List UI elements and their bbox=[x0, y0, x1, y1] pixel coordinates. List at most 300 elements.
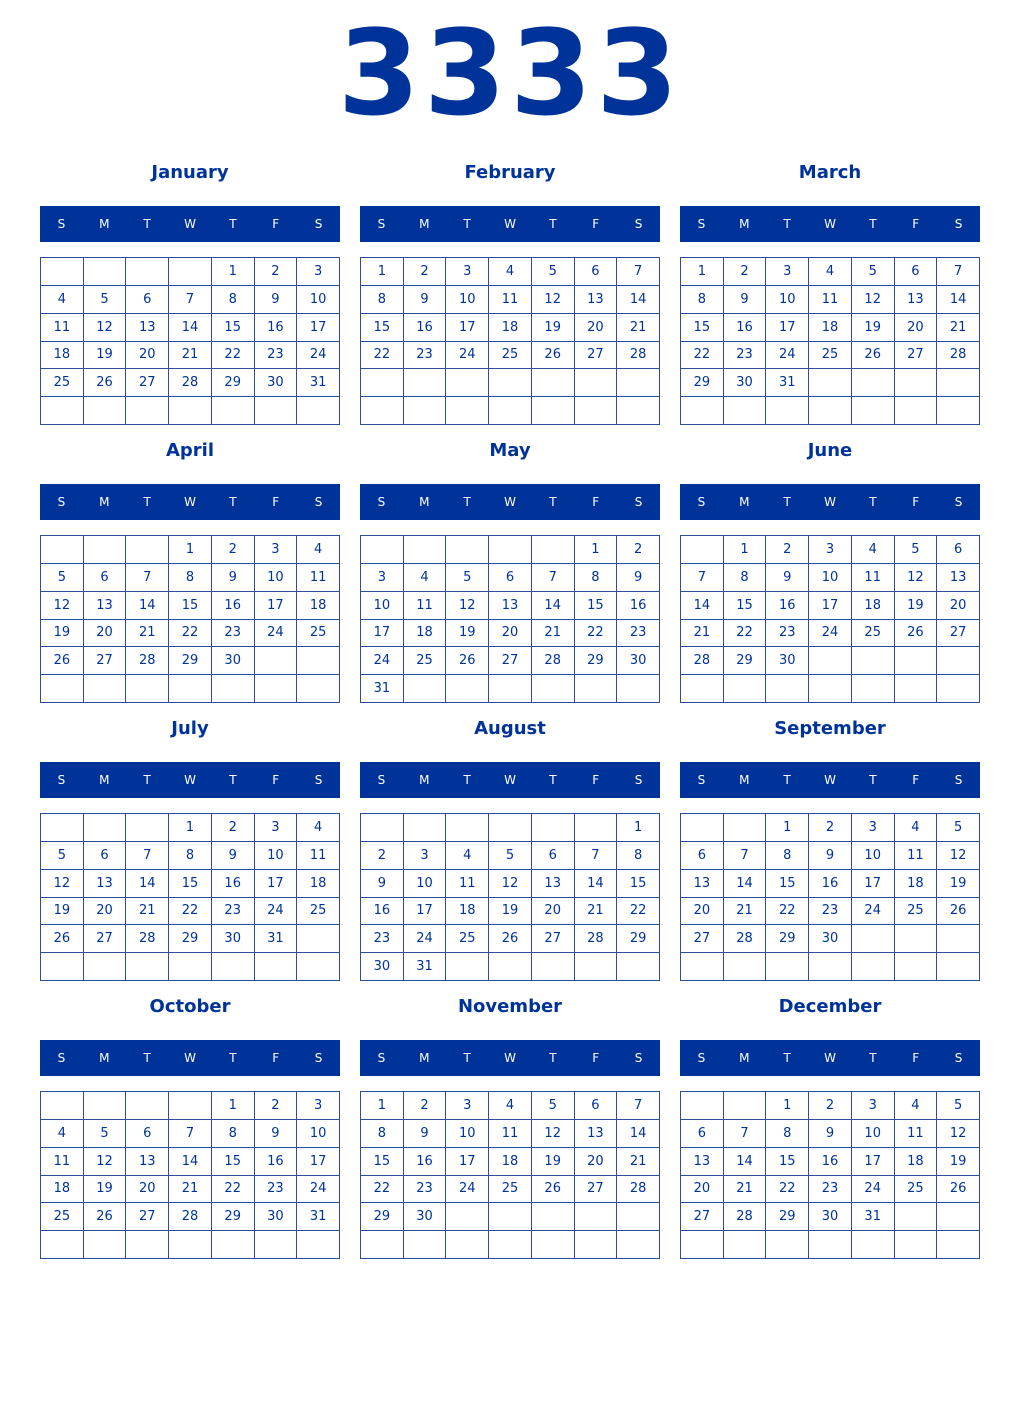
weekday-label: T bbox=[463, 217, 471, 231]
day-cell: 28 bbox=[169, 1203, 212, 1231]
day-cell: 29 bbox=[724, 647, 767, 675]
day-cell: 1 bbox=[212, 1092, 255, 1120]
day-cell: 15 bbox=[361, 1148, 404, 1176]
day-cell: 26 bbox=[41, 647, 84, 675]
day-cell: 13 bbox=[895, 286, 938, 314]
empty-cell bbox=[489, 369, 532, 397]
day-cell: 19 bbox=[532, 1148, 575, 1176]
day-cell: 20 bbox=[681, 1176, 724, 1204]
day-cell: 21 bbox=[617, 1148, 660, 1176]
day-cell: 6 bbox=[532, 842, 575, 870]
weekday-label: S bbox=[954, 773, 963, 787]
day-cell: 23 bbox=[809, 898, 852, 926]
empty-cell bbox=[809, 397, 852, 425]
day-cell: 11 bbox=[41, 314, 84, 342]
empty-cell bbox=[404, 369, 447, 397]
empty-cell bbox=[297, 397, 340, 425]
day-cell: 28 bbox=[724, 1203, 767, 1231]
empty-cell bbox=[126, 1231, 169, 1259]
day-cell: 10 bbox=[255, 564, 298, 592]
empty-cell bbox=[575, 397, 618, 425]
day-cell: 12 bbox=[489, 870, 532, 898]
day-cell: 27 bbox=[681, 1203, 724, 1231]
day-cell: 24 bbox=[766, 342, 809, 370]
weekday-label: S bbox=[954, 217, 963, 231]
empty-cell bbox=[937, 925, 980, 953]
empty-cell bbox=[681, 953, 724, 981]
day-cell: 25 bbox=[489, 342, 532, 370]
day-cell: 16 bbox=[809, 1148, 852, 1176]
month-title: January bbox=[151, 162, 229, 183]
day-cell: 26 bbox=[489, 925, 532, 953]
empty-cell bbox=[489, 1203, 532, 1231]
empty-cell bbox=[297, 925, 340, 953]
day-cell: 22 bbox=[766, 898, 809, 926]
day-cell: 22 bbox=[361, 342, 404, 370]
weekday-label: F bbox=[272, 1051, 280, 1065]
empty-cell bbox=[937, 647, 980, 675]
empty-cell bbox=[937, 1231, 980, 1259]
day-cell: 27 bbox=[532, 925, 575, 953]
weekday-label: W bbox=[504, 495, 516, 509]
day-cell: 3 bbox=[446, 1092, 489, 1120]
day-cell: 22 bbox=[212, 342, 255, 370]
day-cell: 11 bbox=[297, 842, 340, 870]
empty-cell bbox=[41, 397, 84, 425]
empty-cell bbox=[361, 369, 404, 397]
empty-cell bbox=[724, 953, 767, 981]
day-cell: 28 bbox=[532, 647, 575, 675]
weekday-label: T bbox=[869, 217, 877, 231]
day-cell: 26 bbox=[532, 342, 575, 370]
empty-cell bbox=[446, 369, 489, 397]
weekday-label: T bbox=[869, 495, 877, 509]
day-cell: 30 bbox=[255, 369, 298, 397]
weekday-label: S bbox=[57, 773, 66, 787]
weekday-label: W bbox=[184, 1051, 196, 1065]
day-cell: 13 bbox=[126, 1148, 169, 1176]
day-cell: 11 bbox=[297, 564, 340, 592]
day-cell: 5 bbox=[895, 536, 938, 564]
empty-cell bbox=[489, 814, 532, 842]
weekday-label: M bbox=[419, 1051, 430, 1065]
day-cell: 16 bbox=[255, 314, 298, 342]
empty-cell bbox=[766, 397, 809, 425]
empty-cell bbox=[809, 369, 852, 397]
weekday-label: S bbox=[634, 495, 643, 509]
day-cell: 8 bbox=[169, 842, 212, 870]
day-cell: 9 bbox=[766, 564, 809, 592]
day-cell: 10 bbox=[297, 286, 340, 314]
empty-cell bbox=[895, 1203, 938, 1231]
day-cell: 9 bbox=[809, 1120, 852, 1148]
day-cell: 1 bbox=[681, 258, 724, 286]
weekday-header bbox=[360, 484, 660, 520]
empty-cell bbox=[895, 953, 938, 981]
weekday-label: M bbox=[99, 217, 110, 231]
day-cell: 6 bbox=[681, 1120, 724, 1148]
day-cell: 30 bbox=[255, 1203, 298, 1231]
month-title: September bbox=[774, 718, 886, 739]
day-cell: 10 bbox=[766, 286, 809, 314]
day-cell: 18 bbox=[489, 314, 532, 342]
empty-cell bbox=[489, 397, 532, 425]
day-cell: 8 bbox=[212, 1120, 255, 1148]
empty-cell bbox=[41, 1092, 84, 1120]
day-cell: 4 bbox=[895, 1092, 938, 1120]
day-cell: 23 bbox=[212, 620, 255, 648]
day-cell: 23 bbox=[361, 925, 404, 953]
day-cell: 8 bbox=[724, 564, 767, 592]
empty-cell bbox=[446, 536, 489, 564]
day-grid bbox=[360, 813, 660, 981]
day-cell: 7 bbox=[724, 1120, 767, 1148]
day-cell: 31 bbox=[297, 1203, 340, 1231]
day-cell: 27 bbox=[84, 647, 127, 675]
empty-cell bbox=[126, 1092, 169, 1120]
day-cell: 3 bbox=[766, 258, 809, 286]
weekday-label: M bbox=[419, 773, 430, 787]
day-cell: 2 bbox=[361, 842, 404, 870]
day-cell: 7 bbox=[532, 564, 575, 592]
day-cell: 14 bbox=[169, 1148, 212, 1176]
weekday-label: T bbox=[463, 1051, 471, 1065]
day-cell: 28 bbox=[126, 925, 169, 953]
empty-cell bbox=[489, 1231, 532, 1259]
day-cell: 5 bbox=[446, 564, 489, 592]
day-cell: 30 bbox=[809, 1203, 852, 1231]
empty-cell bbox=[895, 925, 938, 953]
weekday-label: F bbox=[272, 773, 280, 787]
weekday-header bbox=[680, 762, 980, 798]
empty-cell bbox=[617, 369, 660, 397]
empty-cell bbox=[404, 536, 447, 564]
day-cell: 25 bbox=[809, 342, 852, 370]
day-cell: 12 bbox=[937, 1120, 980, 1148]
day-cell: 1 bbox=[724, 536, 767, 564]
day-cell: 19 bbox=[937, 870, 980, 898]
weekday-label: S bbox=[634, 217, 643, 231]
day-cell: 23 bbox=[766, 620, 809, 648]
empty-cell bbox=[255, 675, 298, 703]
day-cell: 21 bbox=[575, 898, 618, 926]
weekday-label: M bbox=[99, 1051, 110, 1065]
day-cell: 19 bbox=[937, 1148, 980, 1176]
day-cell: 20 bbox=[575, 1148, 618, 1176]
day-cell: 3 bbox=[852, 814, 895, 842]
day-cell: 17 bbox=[766, 314, 809, 342]
weekday-label: F bbox=[912, 495, 920, 509]
day-cell: 9 bbox=[255, 1120, 298, 1148]
day-cell: 5 bbox=[532, 258, 575, 286]
day-cell: 21 bbox=[169, 342, 212, 370]
day-cell: 6 bbox=[895, 258, 938, 286]
empty-cell bbox=[895, 397, 938, 425]
day-cell: 22 bbox=[617, 898, 660, 926]
weekday-label: T bbox=[463, 773, 471, 787]
day-cell: 10 bbox=[446, 286, 489, 314]
empty-cell bbox=[446, 1231, 489, 1259]
day-cell: 28 bbox=[617, 1176, 660, 1204]
day-cell: 26 bbox=[532, 1176, 575, 1204]
empty-cell bbox=[297, 647, 340, 675]
day-cell: 29 bbox=[681, 369, 724, 397]
day-grid bbox=[40, 257, 340, 425]
day-cell: 9 bbox=[404, 1120, 447, 1148]
empty-cell bbox=[575, 675, 618, 703]
weekday-label: T bbox=[229, 495, 237, 509]
day-cell: 30 bbox=[766, 647, 809, 675]
day-cell: 21 bbox=[126, 620, 169, 648]
day-cell: 14 bbox=[617, 286, 660, 314]
empty-cell bbox=[361, 1231, 404, 1259]
day-cell: 24 bbox=[255, 620, 298, 648]
day-cell: 19 bbox=[446, 620, 489, 648]
day-cell: 22 bbox=[724, 620, 767, 648]
day-cell: 15 bbox=[169, 592, 212, 620]
day-cell: 5 bbox=[852, 258, 895, 286]
empty-cell bbox=[617, 675, 660, 703]
day-cell: 17 bbox=[361, 620, 404, 648]
day-cell: 6 bbox=[84, 564, 127, 592]
day-cell: 12 bbox=[84, 1148, 127, 1176]
day-cell: 24 bbox=[361, 647, 404, 675]
day-cell: 28 bbox=[169, 369, 212, 397]
day-cell: 4 bbox=[489, 1092, 532, 1120]
weekday-label: F bbox=[592, 773, 600, 787]
day-cell: 3 bbox=[361, 564, 404, 592]
empty-cell bbox=[297, 675, 340, 703]
day-cell: 9 bbox=[724, 286, 767, 314]
day-cell: 13 bbox=[126, 314, 169, 342]
empty-cell bbox=[724, 397, 767, 425]
weekday-label: S bbox=[697, 773, 706, 787]
day-cell: 31 bbox=[766, 369, 809, 397]
day-cell: 15 bbox=[766, 870, 809, 898]
day-cell: 15 bbox=[681, 314, 724, 342]
day-cell: 16 bbox=[809, 870, 852, 898]
empty-cell bbox=[895, 675, 938, 703]
day-cell: 8 bbox=[681, 286, 724, 314]
day-cell: 5 bbox=[532, 1092, 575, 1120]
weekday-label: T bbox=[463, 495, 471, 509]
day-cell: 8 bbox=[766, 1120, 809, 1148]
day-cell: 14 bbox=[681, 592, 724, 620]
day-grid bbox=[680, 813, 980, 981]
day-cell: 27 bbox=[575, 1176, 618, 1204]
day-cell: 10 bbox=[404, 870, 447, 898]
day-cell: 16 bbox=[766, 592, 809, 620]
day-cell: 21 bbox=[724, 1176, 767, 1204]
day-cell: 7 bbox=[724, 842, 767, 870]
weekday-label: F bbox=[912, 217, 920, 231]
day-cell: 20 bbox=[575, 314, 618, 342]
day-cell: 18 bbox=[809, 314, 852, 342]
day-cell: 13 bbox=[575, 1120, 618, 1148]
day-cell: 11 bbox=[446, 870, 489, 898]
day-cell: 22 bbox=[575, 620, 618, 648]
empty-cell bbox=[255, 397, 298, 425]
day-cell: 17 bbox=[852, 1148, 895, 1176]
empty-cell bbox=[724, 1092, 767, 1120]
day-cell: 17 bbox=[809, 592, 852, 620]
weekday-label: M bbox=[739, 495, 750, 509]
day-cell: 1 bbox=[169, 814, 212, 842]
day-cell: 15 bbox=[575, 592, 618, 620]
empty-cell bbox=[895, 369, 938, 397]
day-cell: 20 bbox=[84, 620, 127, 648]
weekday-label: F bbox=[592, 495, 600, 509]
day-cell: 8 bbox=[766, 842, 809, 870]
day-cell: 22 bbox=[169, 620, 212, 648]
day-cell: 27 bbox=[575, 342, 618, 370]
day-cell: 7 bbox=[169, 286, 212, 314]
day-cell: 11 bbox=[852, 564, 895, 592]
empty-cell bbox=[852, 925, 895, 953]
day-cell: 2 bbox=[212, 814, 255, 842]
day-cell: 4 bbox=[895, 814, 938, 842]
weekday-label: T bbox=[229, 1051, 237, 1065]
day-cell: 7 bbox=[126, 842, 169, 870]
empty-cell bbox=[724, 1231, 767, 1259]
empty-cell bbox=[681, 675, 724, 703]
weekday-label: S bbox=[634, 773, 643, 787]
day-cell: 25 bbox=[446, 925, 489, 953]
empty-cell bbox=[126, 397, 169, 425]
weekday-header bbox=[360, 1040, 660, 1076]
weekday-label: M bbox=[739, 1051, 750, 1065]
day-cell: 26 bbox=[84, 1203, 127, 1231]
weekday-label: S bbox=[57, 1051, 66, 1065]
day-cell: 29 bbox=[575, 647, 618, 675]
weekday-header bbox=[40, 762, 340, 798]
empty-cell bbox=[255, 1231, 298, 1259]
day-cell: 6 bbox=[126, 286, 169, 314]
day-cell: 6 bbox=[937, 536, 980, 564]
day-cell: 6 bbox=[84, 842, 127, 870]
day-grid bbox=[680, 257, 980, 425]
day-cell: 1 bbox=[361, 258, 404, 286]
empty-cell bbox=[126, 258, 169, 286]
day-grid bbox=[680, 1091, 980, 1259]
day-cell: 7 bbox=[575, 842, 618, 870]
weekday-label: F bbox=[592, 1051, 600, 1065]
month-title: April bbox=[165, 440, 215, 461]
empty-cell bbox=[212, 953, 255, 981]
day-cell: 1 bbox=[212, 258, 255, 286]
day-grid bbox=[360, 535, 660, 703]
weekday-label: S bbox=[57, 217, 66, 231]
day-cell: 29 bbox=[212, 369, 255, 397]
day-cell: 1 bbox=[617, 814, 660, 842]
empty-cell bbox=[489, 536, 532, 564]
empty-cell bbox=[297, 1231, 340, 1259]
day-cell: 7 bbox=[617, 1092, 660, 1120]
day-cell: 24 bbox=[809, 620, 852, 648]
weekday-header bbox=[40, 206, 340, 242]
empty-cell bbox=[361, 536, 404, 564]
empty-cell bbox=[41, 675, 84, 703]
day-cell: 26 bbox=[852, 342, 895, 370]
day-cell: 24 bbox=[404, 925, 447, 953]
empty-cell bbox=[84, 814, 127, 842]
empty-cell bbox=[681, 397, 724, 425]
day-cell: 5 bbox=[489, 842, 532, 870]
empty-cell bbox=[41, 1231, 84, 1259]
day-cell: 28 bbox=[617, 342, 660, 370]
day-cell: 19 bbox=[41, 898, 84, 926]
day-cell: 13 bbox=[489, 592, 532, 620]
day-cell: 14 bbox=[937, 286, 980, 314]
weekday-label: T bbox=[229, 217, 237, 231]
empty-cell bbox=[255, 953, 298, 981]
weekday-label: W bbox=[824, 495, 836, 509]
day-cell: 20 bbox=[126, 1176, 169, 1204]
empty-cell bbox=[617, 1231, 660, 1259]
day-cell: 2 bbox=[255, 1092, 298, 1120]
empty-cell bbox=[169, 1092, 212, 1120]
day-cell: 27 bbox=[895, 342, 938, 370]
empty-cell bbox=[41, 536, 84, 564]
month-title: December bbox=[778, 996, 882, 1017]
empty-cell bbox=[852, 675, 895, 703]
empty-cell bbox=[532, 1231, 575, 1259]
month-title: February bbox=[464, 162, 556, 183]
day-cell: 16 bbox=[617, 592, 660, 620]
day-cell: 29 bbox=[212, 1203, 255, 1231]
empty-cell bbox=[126, 953, 169, 981]
day-cell: 15 bbox=[617, 870, 660, 898]
day-cell: 7 bbox=[681, 564, 724, 592]
day-cell: 2 bbox=[724, 258, 767, 286]
day-cell: 6 bbox=[681, 842, 724, 870]
day-cell: 4 bbox=[297, 814, 340, 842]
day-cell: 12 bbox=[41, 870, 84, 898]
day-cell: 14 bbox=[724, 1148, 767, 1176]
day-cell: 25 bbox=[895, 1176, 938, 1204]
day-cell: 15 bbox=[212, 1148, 255, 1176]
day-cell: 28 bbox=[681, 647, 724, 675]
weekday-label: S bbox=[314, 773, 323, 787]
day-cell: 22 bbox=[766, 1176, 809, 1204]
empty-cell bbox=[766, 675, 809, 703]
empty-cell bbox=[937, 369, 980, 397]
day-cell: 7 bbox=[617, 258, 660, 286]
empty-cell bbox=[852, 953, 895, 981]
weekday-label: T bbox=[229, 773, 237, 787]
day-cell: 28 bbox=[575, 925, 618, 953]
day-cell: 11 bbox=[809, 286, 852, 314]
day-cell: 3 bbox=[446, 258, 489, 286]
weekday-label: F bbox=[272, 495, 280, 509]
day-cell: 29 bbox=[169, 647, 212, 675]
day-cell: 4 bbox=[446, 842, 489, 870]
day-cell: 18 bbox=[297, 592, 340, 620]
day-cell: 22 bbox=[361, 1176, 404, 1204]
weekday-label: M bbox=[419, 217, 430, 231]
day-cell: 22 bbox=[212, 1176, 255, 1204]
day-cell: 19 bbox=[84, 1176, 127, 1204]
day-cell: 9 bbox=[404, 286, 447, 314]
day-cell: 4 bbox=[297, 536, 340, 564]
empty-cell bbox=[766, 1231, 809, 1259]
day-cell: 5 bbox=[84, 1120, 127, 1148]
day-cell: 16 bbox=[212, 592, 255, 620]
day-cell: 10 bbox=[361, 592, 404, 620]
empty-cell bbox=[169, 1231, 212, 1259]
empty-cell bbox=[937, 397, 980, 425]
day-cell: 24 bbox=[255, 898, 298, 926]
